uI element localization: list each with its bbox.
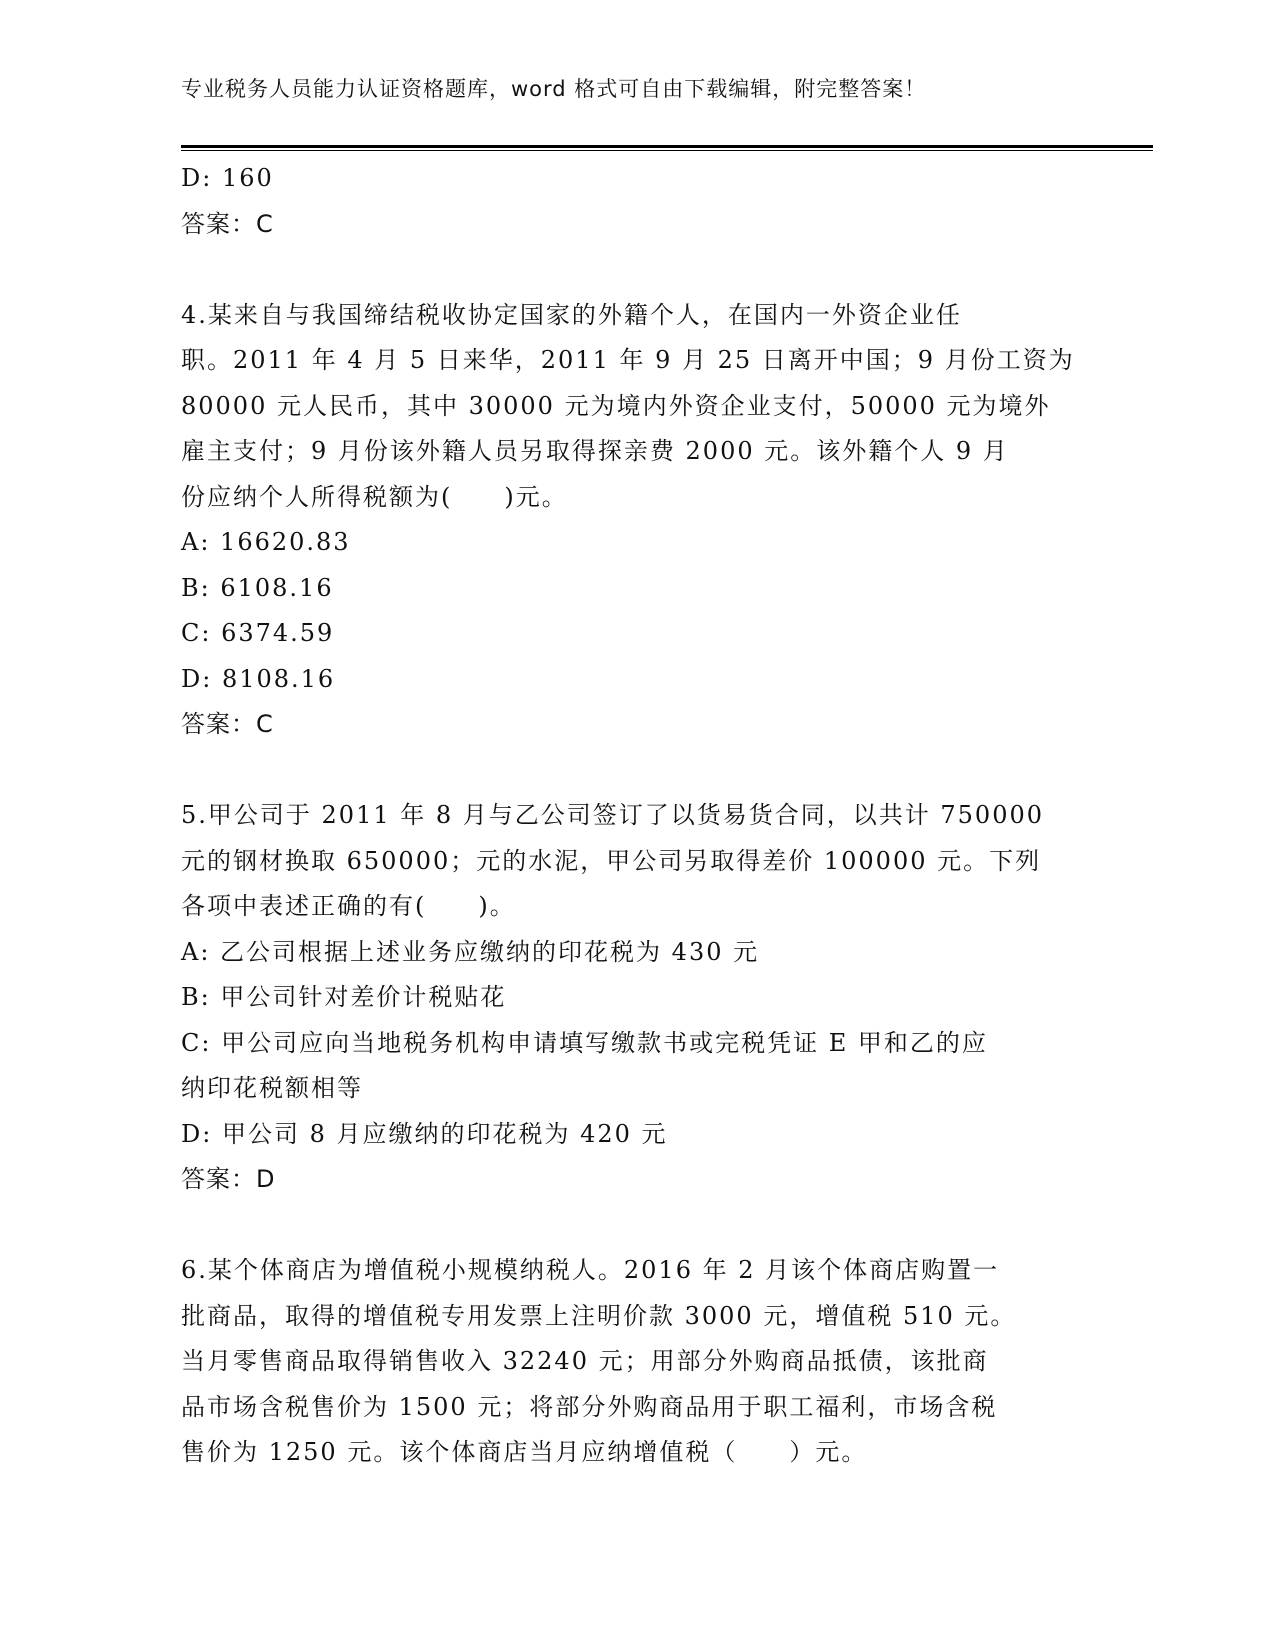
q4-option-a: A: 16620.83 [181, 528, 351, 556]
q4-stem-line: 雇主支付；9 月份该外籍人员另取得探亲费 2000 元。该外籍个人 9 月 [181, 437, 1009, 465]
q4-option-b: B: 6108.16 [181, 573, 334, 602]
q5-stem-line: 5.甲公司于 2011 年 8 月与乙公司签订了以货易货合同，以共计 750000 [181, 801, 1045, 829]
q4-stem-line: 职。2011 年 4 月 5 日来华，2011 年 9 月 25 日离开中国；9 月份工资为 [181, 346, 1075, 374]
header-rule-thick [181, 145, 1153, 148]
question-5 [181, 793, 1061, 1203]
q5-option-c: C: 甲公司应向当地税务机构申请填写缴款书或完税凭证 E 甲和乙的应 [181, 1028, 988, 1057]
q5-option-d: D: 甲公司 8 月应缴纳的印花税为 420 元 [181, 1119, 668, 1148]
q6-stem-line: 当月零售商品取得销售收入 32240 元；用部分外购商品抵债，该批商 [181, 1347, 989, 1375]
q4-stem-line: 份应纳个人所得税额为( )元。 [181, 482, 568, 511]
q4-answer: 答案：C [181, 710, 274, 738]
page-header: 专业税务人员能力认证资格题库，word 格式可自由下载编辑，附完整答案！ [181, 77, 927, 101]
q6-stem-line: 售价为 1250 元。该个体商店当月应纳增值税（ ）元。 [181, 1438, 868, 1466]
q4-stem-line: 80000 元人民币，其中 30000 元为境内外资企业支付，50000 元为境外 [181, 391, 1051, 420]
header-rule-thin [181, 150, 1153, 151]
q5-stem-line: 各项中表述正确的有( )。 [181, 892, 516, 920]
spacer [181, 748, 1061, 794]
spacer [181, 1203, 1061, 1249]
q5-answer: 答案：D [181, 1165, 276, 1193]
document-body [181, 156, 1075, 1476]
spacer [181, 247, 1061, 293]
q4-option-d: D: 8108.16 [181, 664, 336, 693]
q6-stem-line: 批商品，取得的增值税专用发票上注明价款 3000 元，增值税 510 元。 [181, 1301, 1017, 1330]
q5-stem-line: 元的钢材换取 650000；元的水泥，甲公司另取得差价 100000 元。下列 [181, 846, 1042, 875]
question-6 [181, 1248, 1061, 1476]
q5-option-c-continued: 纳印花税额相等 [181, 1074, 363, 1102]
q4-stem-line: 4.某来自与我国缔结税收协定国家的外籍个人，在国内一外资企业任 [181, 300, 962, 329]
q6-stem-line: 6.某个体商店为增值税小规模纳税人。2016 年 2 月该个体商店购置一 [181, 1256, 1000, 1284]
q5-option-a: A: 乙公司根据上述业务应缴纳的印花税为 430 元 [181, 937, 760, 966]
question-4 [181, 293, 1075, 748]
q3-option-d: D: 160 [181, 164, 274, 192]
q4-option-c: C: 6374.59 [181, 619, 335, 647]
q6-stem-line: 品市场含税售价为 1500 元；将部分外购商品用于职工福利，市场含税 [181, 1392, 998, 1421]
q3-answer: 答案：C [181, 209, 274, 238]
q5-option-b: B: 甲公司针对差价计税贴花 [181, 983, 507, 1011]
